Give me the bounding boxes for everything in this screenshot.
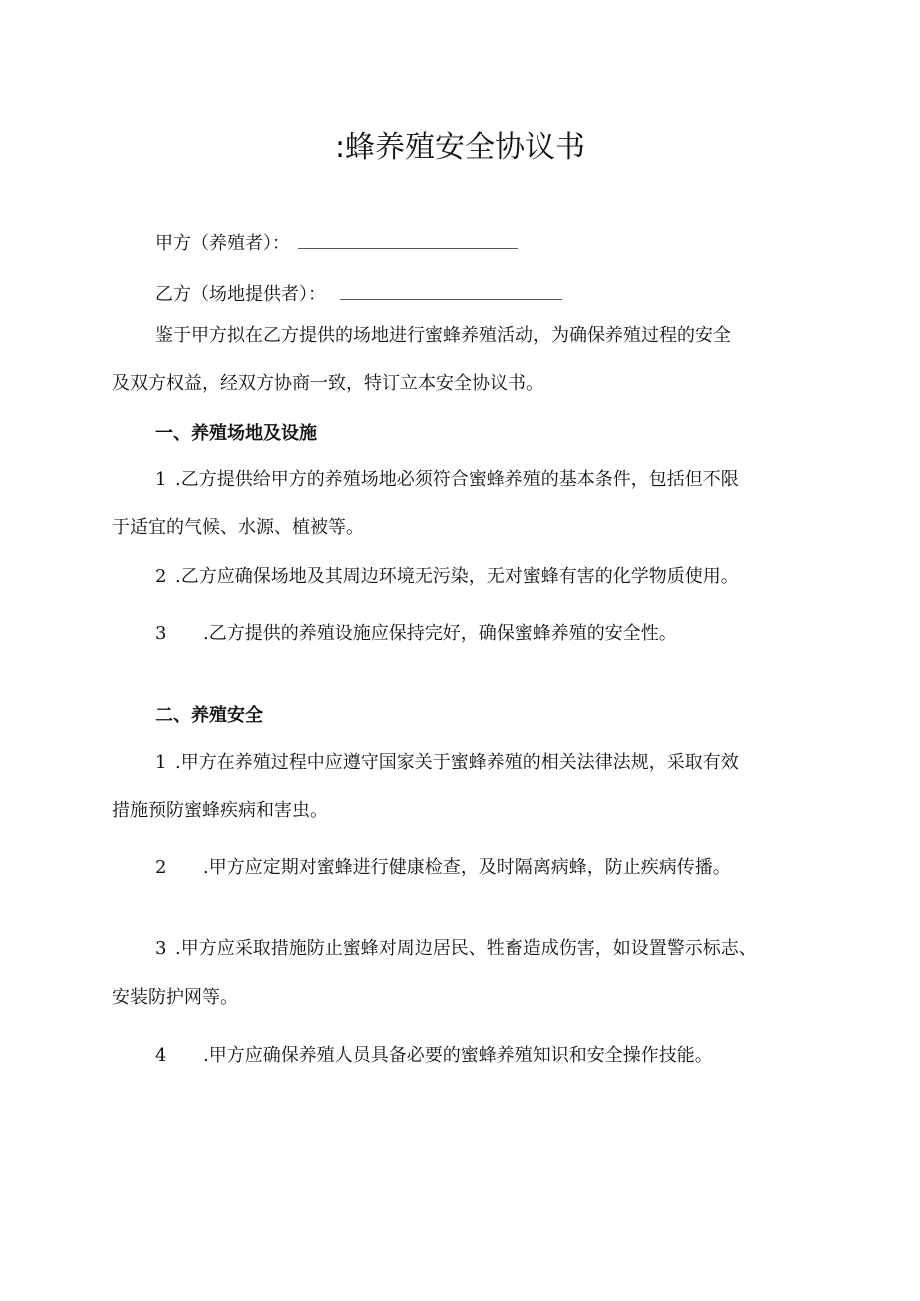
item-number: 1 (155, 752, 167, 773)
party-a-label: 甲方（养殖者）： (155, 233, 290, 254)
section-2-item-1 (155, 750, 739, 776)
section-2-item-4 (155, 1043, 713, 1069)
item-text: .乙方应确保场地及其周边环境无污染，无对蜜蜂有害的化学物质使用。 (175, 566, 739, 587)
item-number: 3 (155, 623, 167, 644)
section-2-item-1-cont: 措施预防蜜蜂疾病和害虫。 (112, 800, 328, 821)
section-1-item-1-cont: 于适宜的气候、水源、植被等。 (112, 517, 364, 538)
party-b-label: 乙方（场地提供者）： (155, 284, 326, 305)
item-text: .乙方提供的养殖设施应保持完好，确保蜜蜂养殖的安全性。 (203, 623, 677, 644)
item-text: .甲方应确保养殖人员具备必要的蜜蜂养殖知识和安全操作技能。 (203, 1045, 713, 1066)
section-2-item-2 (155, 855, 731, 881)
item-text: .甲方应定期对蜜蜂进行健康检查，及时隔离病蜂，防止疾病传播。 (203, 857, 731, 878)
item-number: 1 (155, 469, 167, 490)
item-text: .甲方在养殖过程中应遵守国家关于蜜蜂养殖的相关法律法规，采取有效 (175, 752, 739, 773)
item-text: .甲方应采取措施防止蜜蜂对周边居民、牲畜造成伤害，如设置警示标志、 (175, 938, 757, 959)
preamble-line-2: 及双方权益，经双方协商一致，特订立本安全协议书。 (112, 373, 544, 394)
party-a-line (155, 228, 518, 257)
item-number: 3 (155, 938, 167, 959)
section-2-item-3 (155, 936, 757, 962)
party-b-blank (340, 279, 562, 300)
item-text: .乙方提供给甲方的养殖场地必须符合蜜蜂养殖的基本条件，包括但不限 (175, 469, 739, 490)
section-2-heading: 二、养殖安全 (155, 705, 263, 726)
party-b-line (155, 279, 562, 308)
section-1-item-1 (155, 467, 739, 493)
party-a-blank (298, 228, 518, 249)
item-number: 2 (155, 857, 167, 878)
item-number: 4 (155, 1045, 167, 1066)
section-1-item-2 (155, 564, 739, 590)
section-1-item-3 (155, 621, 677, 647)
section-2-item-3-cont: 安装防护网等。 (112, 987, 238, 1008)
preamble-line-1: 鉴于甲方拟在乙方提供的场地进行蜜蜂养殖活动，为确保养殖过程的安全 (155, 325, 731, 346)
document-title: :蜂养殖安全协议书 (334, 130, 586, 165)
section-1-heading: 一、养殖场地及设施 (155, 423, 317, 444)
item-number: 2 (155, 566, 167, 587)
